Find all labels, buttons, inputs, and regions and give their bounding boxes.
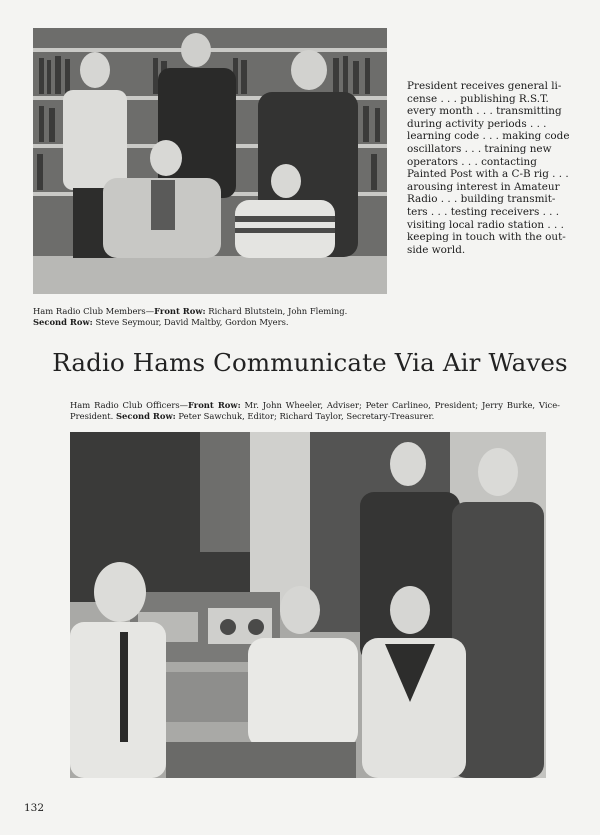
club-officers-photo [70,432,546,778]
members-caption [33,306,403,328]
page-number: 132 [24,802,45,814]
caption-lead: Ham Radio Club Members— [33,306,155,316]
second-row-names: Peter Sawchuk, Editor; Richard Taylor, Secretary-Treasurer. [175,411,435,421]
front-row-label: Front Row: [188,400,241,410]
club-members-photo [33,28,387,294]
front-row-names: Richard Blutstein, John Fleming. [205,306,348,316]
page-headline: Radio Hams Communicate Via Air Waves [52,348,568,377]
caption-lead: Ham Radio Club Officers— [70,400,188,410]
club-activities-text: President receives general li- cense . . . publishing R.S.T. every month . . . transmitting during activity periods . . . learning code . . . making code oscillators . . . training new operators . . . contacting Painted Post with a C-B rig . . . arousing interest in Amateur Radio . . . building transmit- ters . . . testing receivers . . . visiting local radio station . . . keeping in touch with the out- side world. [407,80,570,256]
second-row-label: Second Row: [115,411,176,421]
front-row-names: Mr. John Wheeler, Adviser; Peter Carlineo, President; Jerry Burke, Vice-President. [70,400,560,421]
front-row-label: Front Row: [154,306,206,316]
second-row-names: Steve Seymour, David Maltby, Gordon Myers. [92,317,289,327]
officers-caption [70,400,560,422]
second-row-label: Second Row: [33,317,93,327]
